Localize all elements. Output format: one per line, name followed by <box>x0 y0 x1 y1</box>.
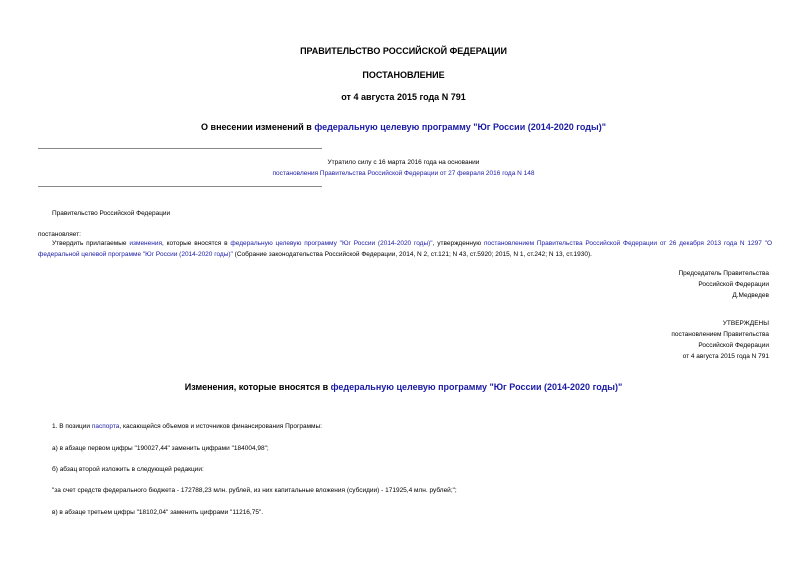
repeal-notice <box>0 157 807 179</box>
change-item-1 <box>52 421 322 432</box>
item1-text-b: , касающейся объемов и источников финансирования Программы: <box>119 423 322 430</box>
changes-title <box>0 382 807 392</box>
signature-block <box>678 268 769 301</box>
p1-text-c: , утвержденную <box>432 240 484 247</box>
change-item-b-text: "за счет средств федерального бюджета - 172788,23 млн. рублей, из них капитальные вложения (субсидии) - 171925,4 млн. рублей;"; <box>52 487 457 494</box>
approval-block <box>671 318 769 362</box>
program-link-2[interactable]: федеральную целевую программу "Юг России (2014-2020 годы)" <box>230 240 433 247</box>
p1-text-a: Утвердить прилагаемые <box>52 240 130 247</box>
document-type: ПОСТАНОВЛЕНИЕ <box>362 70 445 80</box>
change-item-b: б) абзац второй изложить в следующей редакции: <box>52 466 204 473</box>
decree-1297-link[interactable]: постановлением Правительства Российской Федерации от 26 декабря 2013 года N 1297 "О федеральной целевой программе "Юг России (2014-2020 годы)" <box>38 240 773 258</box>
p1-text-d: (Собрание законодательства Российской Федерации, 2014, N 2, ст.121; N 43, ст.5920; 2015, N 1, ст.242; N 13, ст.1930). <box>232 251 592 258</box>
approved-country: Российской Федерации <box>698 342 769 349</box>
government-heading: ПРАВИТЕЛЬСТВО РОССИЙСКОЙ ФЕДЕРАЦИИ <box>300 46 507 56</box>
program-link-3[interactable]: федеральную целевую программу "Юг России (2014-2020 годы)" <box>330 382 623 392</box>
document-date-number: от 4 августа 2015 года N 791 <box>341 92 466 102</box>
change-item-a: а) в абзаце первом цифры "190027,44" заменить цифрами "184004,98"; <box>52 445 269 452</box>
changes-title-text: Изменения, которые вносятся в <box>184 382 331 392</box>
program-link[interactable]: федеральную целевую программу "Юг России (2014-2020 годы)" <box>314 122 606 132</box>
repeal-notice-text: Утратило силу с 16 марта 2016 года на основании <box>327 159 480 166</box>
document-title <box>0 122 807 132</box>
approved-date: от 4 августа 2015 года N 791 <box>682 353 769 360</box>
signature-position: Председатель Правительства <box>678 270 769 277</box>
approved-by: постановлением Правительства <box>671 331 769 338</box>
item1-text-a: 1. В позиции <box>52 423 92 430</box>
change-item-c: в) в абзаце третьем цифры "18102,04" заменить цифрами "11216,75". <box>52 509 264 516</box>
signature-country: Российской Федерации <box>698 281 769 288</box>
resolves-text: постановляет: <box>38 231 81 238</box>
divider-top <box>38 148 322 149</box>
changes-link[interactable]: изменения <box>129 240 162 247</box>
signature-name: Д.Медведев <box>732 292 769 299</box>
document-title-text: О внесении изменений в <box>201 122 315 132</box>
p1-text-b: , которые вносятся в <box>162 240 231 247</box>
approved-label: УТВЕРЖДЕНЫ <box>722 320 769 327</box>
resolution-paragraph <box>38 238 772 260</box>
divider-bottom <box>38 186 322 187</box>
repeal-decree-link[interactable]: постановления Правительства Российской Федерации от 27 февраля 2016 года N 148 <box>272 170 535 177</box>
passport-link[interactable]: паспорта <box>91 423 120 430</box>
gov-rf-text: Правительство Российской Федерации <box>52 210 171 217</box>
